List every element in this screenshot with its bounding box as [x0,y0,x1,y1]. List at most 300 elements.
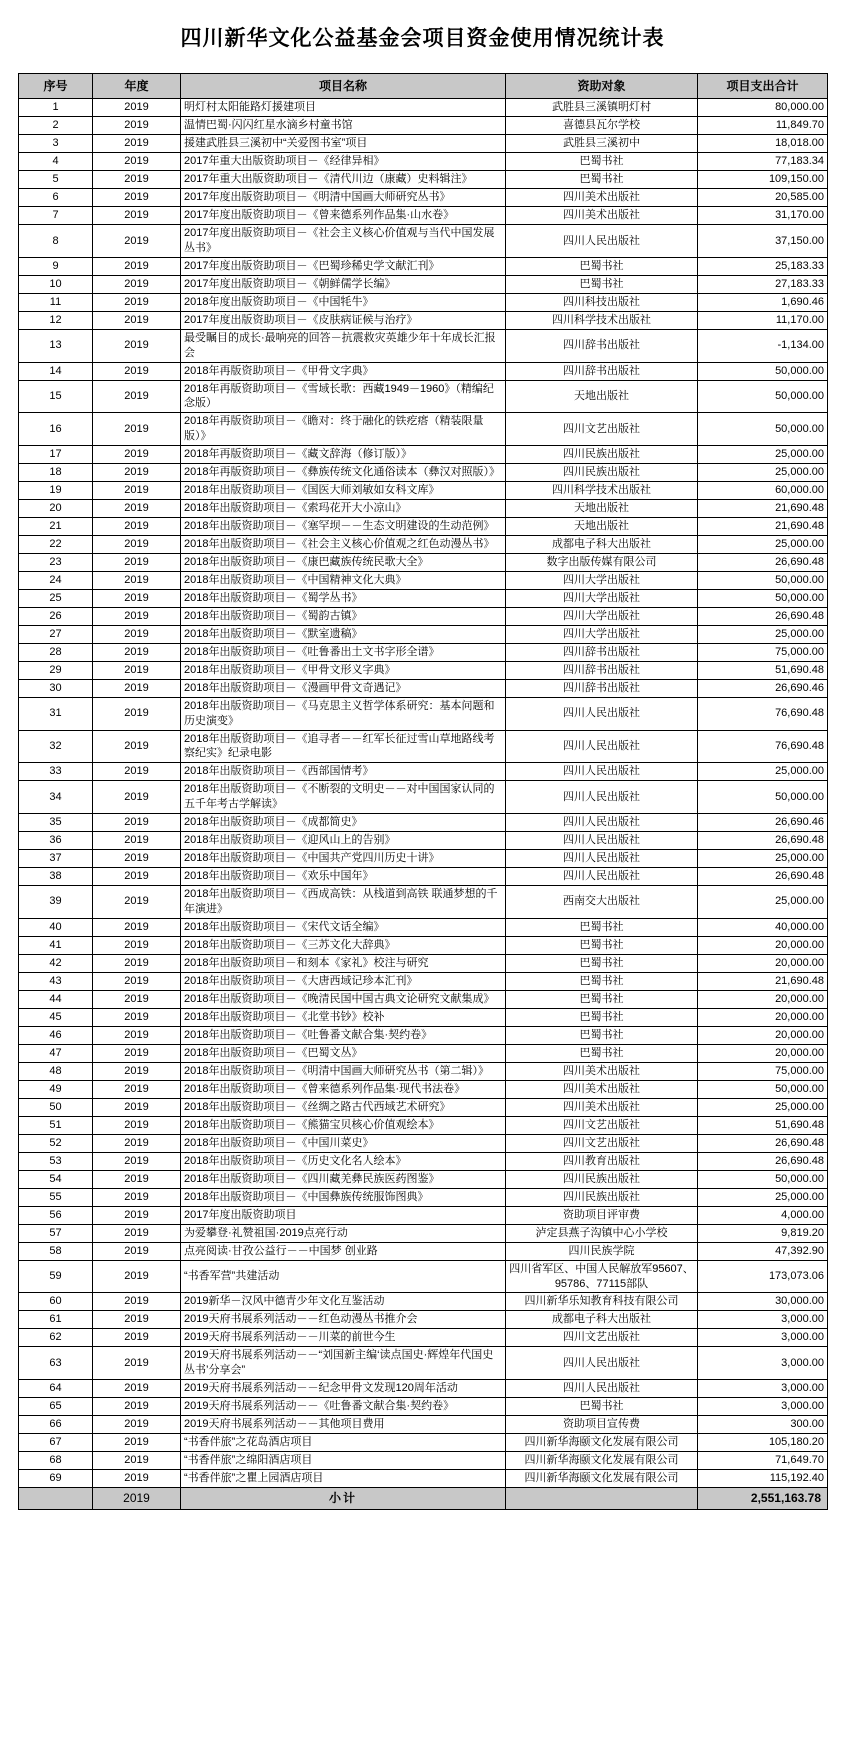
row-index-cell: 24 [19,571,93,589]
row-project-name-cell: 2018年出版资助项目－《索玛花开大小凉山》 [181,499,506,517]
row-funding-target-cell: 巴蜀书社 [506,1398,698,1416]
row-funding-target-cell: 数字出版传媒有限公司 [506,553,698,571]
row-index-cell: 35 [19,814,93,832]
row-amount-cell: 50,000.00 [698,413,828,446]
row-funding-target-cell: 巴蜀书社 [506,1026,698,1044]
row-project-name-cell: 2018年再版资助项目－《彝族传统文化通俗读本（彝汉对照版）》 [181,463,506,481]
row-project-name-cell: 2018年出版资助项目－《蜀学丛书》 [181,589,506,607]
row-project-name-cell: 2018年出版资助项目－《巴蜀文丛》 [181,1044,506,1062]
row-funding-target-cell: 四川辞书出版社 [506,362,698,380]
row-funding-target-cell: 四川科学技术出版社 [506,481,698,499]
row-funding-target-cell: 四川新华海颐文化发展有限公司 [506,1452,698,1470]
table-row [19,1026,828,1044]
row-amount-cell: 3,000.00 [698,1398,828,1416]
row-project-name-cell: 2018年度出版资助项目－《中国牦牛》 [181,293,506,311]
row-amount-cell: 20,000.00 [698,936,828,954]
row-year-cell: 2019 [93,499,181,517]
table-row [19,679,828,697]
row-project-name-cell: 温情巴蜀·闪闪红星水滴乡村童书馆 [181,117,506,135]
row-amount-cell: 25,183.33 [698,257,828,275]
row-amount-cell: 20,000.00 [698,990,828,1008]
table-row [19,499,828,517]
row-index-cell: 16 [19,413,93,446]
header-row [19,74,828,99]
table-row [19,1188,828,1206]
row-year-cell: 2019 [93,517,181,535]
row-project-name-cell: 点亮阅读·甘孜公益行－－中国梦 创业路 [181,1242,506,1260]
table-row [19,972,828,990]
row-amount-cell: 105,180.20 [698,1434,828,1452]
row-year-cell: 2019 [93,1398,181,1416]
row-index-cell: 9 [19,257,93,275]
row-project-name-cell: 2017年度出版资助项目－《社会主义核心价值观与当代中国发展丛书》 [181,225,506,258]
subtotal-index-cell [19,1488,93,1510]
row-funding-target-cell: 四川辞书出版社 [506,329,698,362]
row-amount-cell: 20,000.00 [698,1026,828,1044]
row-index-cell: 47 [19,1044,93,1062]
row-funding-target-cell: 四川民族出版社 [506,445,698,463]
row-funding-target-cell: 四川民族出版社 [506,463,698,481]
row-index-cell: 33 [19,763,93,781]
row-year-cell: 2019 [93,643,181,661]
row-project-name-cell: 2018年出版资助项目－《三苏文化大辞典》 [181,936,506,954]
row-amount-cell: 3,000.00 [698,1311,828,1329]
row-index-cell: 13 [19,329,93,362]
row-amount-cell: 20,000.00 [698,1044,828,1062]
table-row [19,1293,828,1311]
row-amount-cell: 77,183.34 [698,153,828,171]
row-amount-cell: 40,000.00 [698,918,828,936]
row-index-cell: 20 [19,499,93,517]
row-project-name-cell: 2018年再版资助项目－《藏文辞海（修订版）》 [181,445,506,463]
row-funding-target-cell: 四川大学出版社 [506,607,698,625]
row-index-cell: 15 [19,380,93,413]
row-funding-target-cell: 巴蜀书社 [506,153,698,171]
row-funding-target-cell: 天地出版社 [506,380,698,413]
subtotal-year-cell: 2019 [93,1488,181,1510]
row-funding-target-cell: 四川人民出版社 [506,1347,698,1380]
row-project-name-cell: 2018年出版资助项目－《不断裂的文明史－－对中国国家认同的五千年考古学解读》 [181,781,506,814]
table-row [19,207,828,225]
row-amount-cell: 11,170.00 [698,311,828,329]
row-year-cell: 2019 [93,1026,181,1044]
row-year-cell: 2019 [93,225,181,258]
row-amount-cell: 26,690.48 [698,553,828,571]
table-row [19,571,828,589]
row-project-name-cell: “书香军营”共建活动 [181,1260,506,1293]
row-funding-target-cell: 巴蜀书社 [506,936,698,954]
table-row [19,1206,828,1224]
subtotal-row [19,1488,828,1510]
table-row [19,763,828,781]
row-funding-target-cell: 四川文艺出版社 [506,413,698,446]
row-project-name-cell: 2018年出版资助项目－《中国川菜史》 [181,1134,506,1152]
row-project-name-cell: 2018年出版资助项目－《中国精神文化大典》 [181,571,506,589]
row-project-name-cell: 2018年再版资助项目－《甲骨文字典》 [181,362,506,380]
row-index-cell: 17 [19,445,93,463]
column-header-year: 年度 [93,74,181,99]
row-amount-cell: 26,690.46 [698,814,828,832]
table-row [19,99,828,117]
row-funding-target-cell: 四川民族学院 [506,1242,698,1260]
row-project-name-cell: 2018年出版资助项目－《马克思主义哲学体系研究：基本问题和历史演变》 [181,697,506,730]
row-project-name-cell: 2018年出版资助项目－《康巴藏族传统民歌大全》 [181,553,506,571]
table-row [19,832,828,850]
row-project-name-cell: 2018年出版资助项目－《中国彝族传统服饰图典》 [181,1188,506,1206]
row-index-cell: 45 [19,1008,93,1026]
row-year-cell: 2019 [93,362,181,380]
row-funding-target-cell: 四川辞书出版社 [506,679,698,697]
row-project-name-cell: 2018年出版资助项目－《历史文化名人绘本》 [181,1152,506,1170]
table-container [0,73,845,1522]
row-index-cell: 19 [19,481,93,499]
row-year-cell: 2019 [93,1260,181,1293]
row-index-cell: 39 [19,886,93,919]
table-row [19,1398,828,1416]
row-project-name-cell: 2018年出版资助项目－《明清中国画大师研究丛书（第二辑）》 [181,1062,506,1080]
row-amount-cell: 50,000.00 [698,1170,828,1188]
table-row [19,589,828,607]
row-project-name-cell: 2018年出版资助项目－《曾来德系列作品集·现代书法卷》 [181,1080,506,1098]
row-project-name-cell: 2018年出版资助项目－《漫画甲骨文奇遇记》 [181,679,506,697]
row-amount-cell: 50,000.00 [698,571,828,589]
row-funding-target-cell: 巴蜀书社 [506,257,698,275]
row-amount-cell: 25,000.00 [698,763,828,781]
row-project-name-cell: 2018年出版资助项目－《中国共产党四川历史十讲》 [181,850,506,868]
row-funding-target-cell: 四川辞书出版社 [506,643,698,661]
row-index-cell: 21 [19,517,93,535]
row-amount-cell: 76,690.48 [698,697,828,730]
row-funding-target-cell: 武胜县三溪镇明灯村 [506,99,698,117]
row-amount-cell: 9,819.20 [698,1224,828,1242]
row-project-name-cell: 2018年出版资助项目－《西部国情考》 [181,763,506,781]
table-row [19,954,828,972]
row-funding-target-cell: 四川人民出版社 [506,763,698,781]
row-project-name-cell: 2017年度出版资助项目 [181,1206,506,1224]
row-index-cell: 58 [19,1242,93,1260]
row-year-cell: 2019 [93,413,181,446]
row-amount-cell: 115,192.40 [698,1470,828,1488]
row-index-cell: 69 [19,1470,93,1488]
row-year-cell: 2019 [93,1224,181,1242]
table-row [19,697,828,730]
row-year-cell: 2019 [93,781,181,814]
row-amount-cell: 71,649.70 [698,1452,828,1470]
table-row [19,329,828,362]
row-index-cell: 44 [19,990,93,1008]
row-index-cell: 42 [19,954,93,972]
row-amount-cell: 25,000.00 [698,1188,828,1206]
row-amount-cell: 50,000.00 [698,1080,828,1098]
column-header-index: 序号 [19,74,93,99]
row-year-cell: 2019 [93,293,181,311]
row-amount-cell: 80,000.00 [698,99,828,117]
row-amount-cell: 20,585.00 [698,189,828,207]
subtotal-amount-cell: 2,551,163.78 [698,1488,828,1510]
row-project-name-cell: 2018年再版资助项目－《雪域长歌：西藏1949－1960》（精编纪念版） [181,380,506,413]
row-project-name-cell: 2018年出版资助项目－《熊猫宝贝核心价值观绘本》 [181,1116,506,1134]
table-row [19,117,828,135]
row-year-cell: 2019 [93,697,181,730]
row-year-cell: 2019 [93,275,181,293]
row-index-cell: 66 [19,1416,93,1434]
row-index-cell: 68 [19,1452,93,1470]
row-project-name-cell: “书香伴旅”之绵阳酒店项目 [181,1452,506,1470]
row-year-cell: 2019 [93,607,181,625]
row-amount-cell: 26,690.48 [698,832,828,850]
table-row [19,1098,828,1116]
row-funding-target-cell: 巴蜀书社 [506,972,698,990]
row-amount-cell: 50,000.00 [698,380,828,413]
row-project-name-cell: 为爱攀登·礼赞祖国·2019点亮行动 [181,1224,506,1242]
row-amount-cell: 25,000.00 [698,1098,828,1116]
row-amount-cell: 11,849.70 [698,117,828,135]
row-funding-target-cell: 天地出版社 [506,517,698,535]
table-row [19,257,828,275]
row-index-cell: 14 [19,362,93,380]
row-project-name-cell: 援建武胜县三溪初中“关爱图书室”项目 [181,135,506,153]
row-year-cell: 2019 [93,311,181,329]
row-amount-cell: 18,018.00 [698,135,828,153]
row-index-cell: 48 [19,1062,93,1080]
row-index-cell: 36 [19,832,93,850]
row-funding-target-cell: 四川省军区、中国人民解放军95607、95786、77115部队 [506,1260,698,1293]
row-project-name-cell: 2018年出版资助项目－《西成高铁：从栈道到高铁 联通梦想的千年演进》 [181,886,506,919]
row-year-cell: 2019 [93,1152,181,1170]
row-index-cell: 12 [19,311,93,329]
row-project-name-cell: 2017年度出版资助项目－《朝鲜儒学长编》 [181,275,506,293]
row-funding-target-cell: 四川人民出版社 [506,1380,698,1398]
row-year-cell: 2019 [93,571,181,589]
row-index-cell: 27 [19,625,93,643]
row-amount-cell: 26,690.48 [698,868,828,886]
row-year-cell: 2019 [93,625,181,643]
row-funding-target-cell: 资助项目宣传费 [506,1416,698,1434]
row-index-cell: 49 [19,1080,93,1098]
row-amount-cell: 25,000.00 [698,463,828,481]
table-row [19,413,828,446]
row-index-cell: 23 [19,553,93,571]
row-funding-target-cell: 四川人民出版社 [506,850,698,868]
row-year-cell: 2019 [93,1347,181,1380]
row-year-cell: 2019 [93,153,181,171]
row-amount-cell: 75,000.00 [698,643,828,661]
row-index-cell: 57 [19,1224,93,1242]
row-year-cell: 2019 [93,171,181,189]
row-funding-target-cell: 四川美术出版社 [506,189,698,207]
table-row [19,1329,828,1347]
row-project-name-cell: 2019新华－汉风中德青少年文化互鉴活动 [181,1293,506,1311]
row-year-cell: 2019 [93,990,181,1008]
row-year-cell: 2019 [93,445,181,463]
row-year-cell: 2019 [93,814,181,832]
row-index-cell: 61 [19,1311,93,1329]
row-project-name-cell: 2018年出版资助项目－《甲骨文形义字典》 [181,661,506,679]
row-index-cell: 4 [19,153,93,171]
row-funding-target-cell: 四川人民出版社 [506,225,698,258]
table-row [19,362,828,380]
row-index-cell: 56 [19,1206,93,1224]
column-header-funding-target: 资助对象 [506,74,698,99]
row-project-name-cell: 2018年出版资助项目－《北堂书钞》校补 [181,1008,506,1026]
row-amount-cell: 47,392.90 [698,1242,828,1260]
row-index-cell: 11 [19,293,93,311]
row-project-name-cell: 2019天府书展系列活动－－《吐鲁番文献合集·契约卷》 [181,1398,506,1416]
row-amount-cell: 1,690.46 [698,293,828,311]
row-amount-cell: 37,150.00 [698,225,828,258]
row-year-cell: 2019 [93,117,181,135]
table-row [19,936,828,954]
row-amount-cell: 31,170.00 [698,207,828,225]
row-year-cell: 2019 [93,135,181,153]
table-row [19,1452,828,1470]
row-project-name-cell: 最受瞩目的成长·最响亮的回答－抗震救灾英雄少年十年成长汇报会 [181,329,506,362]
table-row [19,225,828,258]
table-row [19,445,828,463]
table-row [19,275,828,293]
table-row [19,171,828,189]
table-row [19,990,828,1008]
row-amount-cell: 20,000.00 [698,1008,828,1026]
row-year-cell: 2019 [93,1470,181,1488]
table-row [19,1434,828,1452]
row-year-cell: 2019 [93,1380,181,1398]
row-funding-target-cell: 巴蜀书社 [506,171,698,189]
table-row [19,625,828,643]
row-year-cell: 2019 [93,972,181,990]
row-funding-target-cell: 武胜县三溪初中 [506,135,698,153]
row-amount-cell: 26,690.48 [698,1152,828,1170]
row-funding-target-cell: 成都电子科大出版社 [506,535,698,553]
table-row [19,814,828,832]
row-index-cell: 67 [19,1434,93,1452]
row-funding-target-cell: 四川文艺出版社 [506,1329,698,1347]
table-row [19,553,828,571]
row-funding-target-cell: 巴蜀书社 [506,954,698,972]
row-index-cell: 28 [19,643,93,661]
row-year-cell: 2019 [93,886,181,919]
row-index-cell: 1 [19,99,93,117]
row-amount-cell: 25,000.00 [698,886,828,919]
row-index-cell: 52 [19,1134,93,1152]
row-amount-cell: 109,150.00 [698,171,828,189]
row-funding-target-cell: 四川人民出版社 [506,814,698,832]
row-amount-cell: 21,690.48 [698,972,828,990]
table-row [19,918,828,936]
row-index-cell: 60 [19,1293,93,1311]
row-year-cell: 2019 [93,1293,181,1311]
row-funding-target-cell: 四川美术出版社 [506,1080,698,1098]
row-amount-cell: 4,000.00 [698,1206,828,1224]
row-funding-target-cell: 四川民族出版社 [506,1188,698,1206]
row-index-cell: 31 [19,697,93,730]
row-funding-target-cell: 四川人民出版社 [506,832,698,850]
column-header-project-name: 项目名称 [181,74,506,99]
row-project-name-cell: 2018年出版资助项目－《晚清民国中国古典文论研究文献集成》 [181,990,506,1008]
row-funding-target-cell: 巴蜀书社 [506,990,698,1008]
row-year-cell: 2019 [93,1062,181,1080]
row-year-cell: 2019 [93,1134,181,1152]
row-index-cell: 59 [19,1260,93,1293]
row-amount-cell: 25,000.00 [698,445,828,463]
row-funding-target-cell: 四川教育出版社 [506,1152,698,1170]
row-index-cell: 55 [19,1188,93,1206]
row-amount-cell: 26,690.48 [698,1134,828,1152]
row-funding-target-cell: 资助项目评审费 [506,1206,698,1224]
subtotal-label-cell: 小计 [181,1488,506,1510]
table-row [19,517,828,535]
row-amount-cell: 51,690.48 [698,1116,828,1134]
row-year-cell: 2019 [93,868,181,886]
table-row [19,1242,828,1260]
row-year-cell: 2019 [93,1311,181,1329]
row-project-name-cell: 2018年出版资助项目－《大唐西域记珍本汇刊》 [181,972,506,990]
table-row [19,380,828,413]
row-funding-target-cell: 四川新华乐知教育科技有限公司 [506,1293,698,1311]
row-index-cell: 63 [19,1347,93,1380]
row-amount-cell: 76,690.48 [698,730,828,763]
row-year-cell: 2019 [93,1329,181,1347]
row-amount-cell: 27,183.33 [698,275,828,293]
row-project-name-cell: 2018年出版资助项目－《四川藏羌彝民族医药图鉴》 [181,1170,506,1188]
row-index-cell: 22 [19,535,93,553]
row-amount-cell: 25,000.00 [698,535,828,553]
table-row [19,850,828,868]
row-project-name-cell: 2019天府书展系列活动－－“刘国新主编‘读点国史·辉煌年代国史丛书’分享会” [181,1347,506,1380]
row-project-name-cell: 2017年度出版资助项目－《皮肤病证候与治疗》 [181,311,506,329]
row-project-name-cell: 2019天府书展系列活动－－川菜的前世今生 [181,1329,506,1347]
row-funding-target-cell: 西南交大出版社 [506,886,698,919]
table-row [19,463,828,481]
row-index-cell: 62 [19,1329,93,1347]
row-funding-target-cell: 四川美术出版社 [506,207,698,225]
row-project-name-cell: 2018年出版资助项目－《默室遗稿》 [181,625,506,643]
row-year-cell: 2019 [93,553,181,571]
row-index-cell: 43 [19,972,93,990]
row-index-cell: 51 [19,1116,93,1134]
row-funding-target-cell: 成都电子科大出版社 [506,1311,698,1329]
row-funding-target-cell: 四川人民出版社 [506,781,698,814]
row-year-cell: 2019 [93,1416,181,1434]
table-row [19,1008,828,1026]
row-project-name-cell: 2017年度出版资助项目－《曾来德系列作品集·山水卷》 [181,207,506,225]
row-year-cell: 2019 [93,763,181,781]
row-project-name-cell: “书香伴旅”之花岛酒店项目 [181,1434,506,1452]
row-project-name-cell: 2019天府书展系列活动－－其他项目费用 [181,1416,506,1434]
row-project-name-cell: 2018年出版资助项目－和刻本《家礼》校注与研究 [181,954,506,972]
row-funding-target-cell: 四川民族出版社 [506,1170,698,1188]
row-year-cell: 2019 [93,535,181,553]
row-amount-cell: 75,000.00 [698,1062,828,1080]
row-amount-cell: -1,134.00 [698,329,828,362]
row-year-cell: 2019 [93,832,181,850]
table-row [19,1380,828,1398]
table-row [19,1116,828,1134]
row-project-name-cell: 2018年出版资助项目－《宋代文话全编》 [181,918,506,936]
row-year-cell: 2019 [93,1080,181,1098]
fund-usage-table [18,73,828,1510]
row-amount-cell: 173,073.06 [698,1260,828,1293]
row-year-cell: 2019 [93,1044,181,1062]
row-year-cell: 2019 [93,1206,181,1224]
row-year-cell: 2019 [93,329,181,362]
row-funding-target-cell: 四川人民出版社 [506,697,698,730]
row-funding-target-cell: 四川大学出版社 [506,571,698,589]
row-project-name-cell: 2018年出版资助项目－《迎风山上的告别》 [181,832,506,850]
row-project-name-cell: “书香伴旅”之瞿上园酒店项目 [181,1470,506,1488]
table-row [19,1170,828,1188]
row-index-cell: 2 [19,117,93,135]
